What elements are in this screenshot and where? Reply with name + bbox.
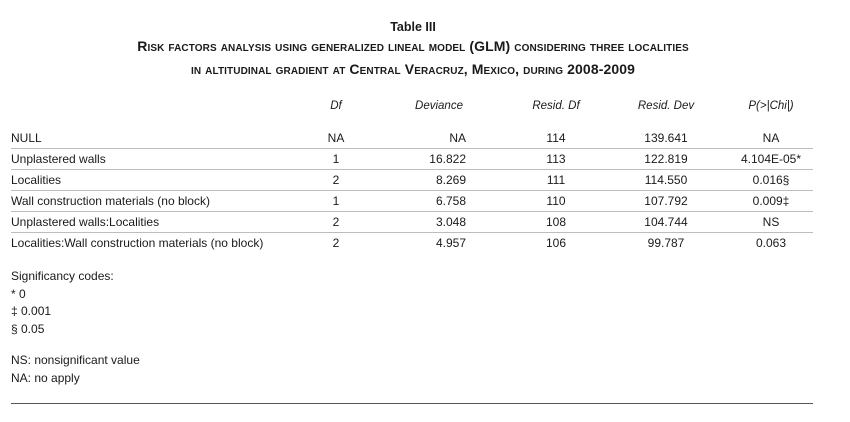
cell-p-value: 0.009‡ <box>752 194 790 208</box>
cell-resid-dev: 107.792 <box>644 194 688 208</box>
cell-deviance: 3.048 <box>435 215 466 229</box>
significance-code: ‡ 0.001 <box>11 304 52 318</box>
table-row <box>11 211 813 233</box>
cell-resid-dev: 122.819 <box>644 152 688 166</box>
row-label: Localities:Wall construction materials (no block) <box>11 236 264 250</box>
cell-resid-df: 110 <box>546 194 566 208</box>
abbreviation-notes <box>11 352 140 387</box>
cell-resid-df: 113 <box>546 152 566 166</box>
significance-title: Significancy codes: <box>11 269 114 283</box>
cell-resid-df: 114 <box>546 131 566 145</box>
table-row <box>11 148 813 170</box>
cell-resid-dev: 139.641 <box>644 131 688 145</box>
cell-df: 1 <box>332 152 340 166</box>
cell-df: 2 <box>332 215 340 229</box>
cell-df: 2 <box>332 173 340 187</box>
cell-p-value: NA <box>762 131 780 145</box>
significance-codes <box>11 268 114 338</box>
cell-p-value: 4.104E-05* <box>740 152 802 166</box>
cell-df: 2 <box>332 236 340 250</box>
row-label: Unplastered walls:Localities <box>11 215 160 229</box>
cell-df: NA <box>327 131 345 145</box>
cell-resid-df: 111 <box>546 173 566 187</box>
significance-code: * 0 <box>11 286 26 301</box>
cell-deviance: 4.957 <box>435 236 466 250</box>
cell-resid-df: 106 <box>545 236 567 250</box>
bottom-rule <box>11 403 813 404</box>
cell-deviance: 6.758 <box>435 194 466 208</box>
row-label: Localities <box>11 173 62 187</box>
row-label: NULL <box>11 131 42 145</box>
note-na: NA: no apply <box>11 370 80 385</box>
header-resid-dev: Resid. Dev <box>637 100 695 112</box>
table-row <box>11 127 813 149</box>
cell-resid-dev: 104.744 <box>644 215 688 229</box>
header-resid-df: Resid. Df <box>532 100 580 112</box>
significance-code: § 0.05 <box>11 321 45 336</box>
header-deviance: Deviance <box>415 100 463 112</box>
header-df: Df <box>330 100 342 112</box>
cell-resid-df: 108 <box>545 215 567 229</box>
note-ns: NS: nonsignificant value <box>11 353 140 367</box>
row-label: Wall construction materials (no block) <box>11 194 210 208</box>
cell-deviance: 16.822 <box>429 152 466 166</box>
header-p-value: P(>|Chi|) <box>748 100 794 112</box>
table-title-line-2: in altitudinal gradient at Central Veracruz, Mexico, during 2008-2009 <box>190 61 636 77</box>
row-label: Unplastered walls <box>11 152 106 166</box>
table-title-line-1: Risk factors analysis using generalized lineal model (GLM) considering three localities <box>137 38 689 54</box>
cell-df: 1 <box>332 194 340 208</box>
table-row <box>11 190 813 212</box>
cell-p-value: 0.016§ <box>752 173 790 187</box>
table-label: Table III <box>390 20 436 34</box>
table-row <box>11 169 813 191</box>
cell-p-value: NS <box>762 215 780 229</box>
cell-p-value: 0.063 <box>755 236 787 250</box>
table-row <box>11 232 813 253</box>
cell-resid-dev: 99.787 <box>647 236 685 250</box>
cell-resid-dev: 114.550 <box>644 173 688 187</box>
cell-deviance: 8.269 <box>435 173 466 187</box>
cell-deviance: NA <box>449 131 466 145</box>
